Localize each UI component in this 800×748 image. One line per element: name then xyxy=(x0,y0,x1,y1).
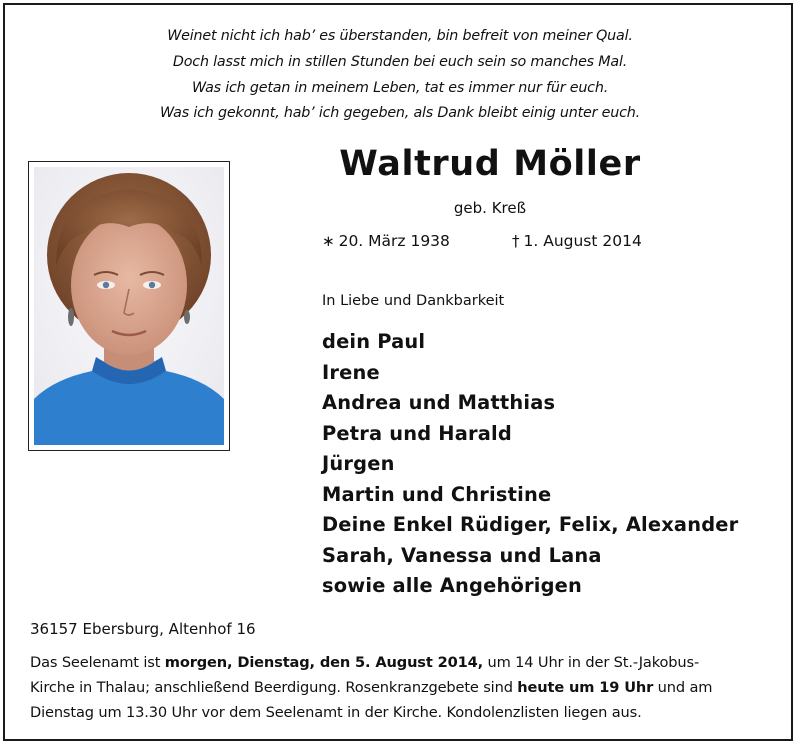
portrait-frame xyxy=(28,161,230,451)
birth-date xyxy=(322,232,450,250)
mourner-name: Sarah, Vanessa und Lana xyxy=(322,543,602,567)
birth-symbol-icon: ∗ xyxy=(322,232,335,250)
portrait-photo xyxy=(34,167,224,445)
notice-text: Kirche in Thalau; anschließend Beerdigung. Rosenkranzgebete sind xyxy=(30,679,518,697)
birth-date-text: 20. März 1938 xyxy=(338,232,450,250)
funeral-notice xyxy=(30,650,800,726)
rosary-time: heute um 19 Uhr xyxy=(517,679,654,697)
mourner-name: Deine Enkel Rüdiger, Felix, Alexander xyxy=(322,513,739,536)
mourner-name: Jürgen xyxy=(322,452,395,475)
poem-line: Doch lasst mich in stillen Stunden bei euch sein so manches Mal. xyxy=(172,53,628,70)
notice-text: um 14 Uhr in der St.-Jakobus- xyxy=(483,654,700,671)
notice-line-1 xyxy=(30,650,800,675)
mourners-intro: In Liebe und Dankbarkeit xyxy=(322,293,505,309)
mourner-name: Martin und Christine xyxy=(322,482,552,506)
cross-icon: † xyxy=(512,232,520,250)
notice-text: Das Seelenamt ist xyxy=(30,654,165,671)
poem xyxy=(0,24,800,127)
service-date: morgen, Dienstag, den 5. August 2014, xyxy=(164,654,484,671)
mourner-name: sowie alle Angehörigen xyxy=(322,574,583,597)
death-date xyxy=(512,232,642,250)
mourner-name: dein Paul xyxy=(322,330,426,353)
poem-line: Weinet nicht ich hab’ es überstanden, bin befreit von meiner Qual. xyxy=(167,28,633,44)
mourners-list xyxy=(322,327,738,602)
mourner-name: Petra und Harald xyxy=(322,421,512,445)
deceased-name: Waltrud Möller xyxy=(339,144,641,184)
notice-line-3: Dienstag um 13.30 Uhr vor dem Seelenamt in der Kirche. Kondolenzlisten liegen aus. xyxy=(30,704,642,722)
mourner-name: Irene xyxy=(322,360,380,384)
poem-line: Was ich gekonnt, hab’ ich gegeben, als Dank bleibt einig unter euch. xyxy=(160,105,640,122)
maiden-name: geb. Kreß xyxy=(453,199,527,217)
family-address: 36157 Ebersburg, Altenhof 16 xyxy=(30,620,256,638)
death-date-text: 1. August 2014 xyxy=(523,232,642,250)
notice-text: und am xyxy=(653,679,713,697)
mourner-name: Andrea und Matthias xyxy=(322,391,556,414)
poem-line: Was ich getan in meinem Leben, tat es immer nur für euch. xyxy=(191,79,609,96)
notice-line-2 xyxy=(30,675,800,700)
